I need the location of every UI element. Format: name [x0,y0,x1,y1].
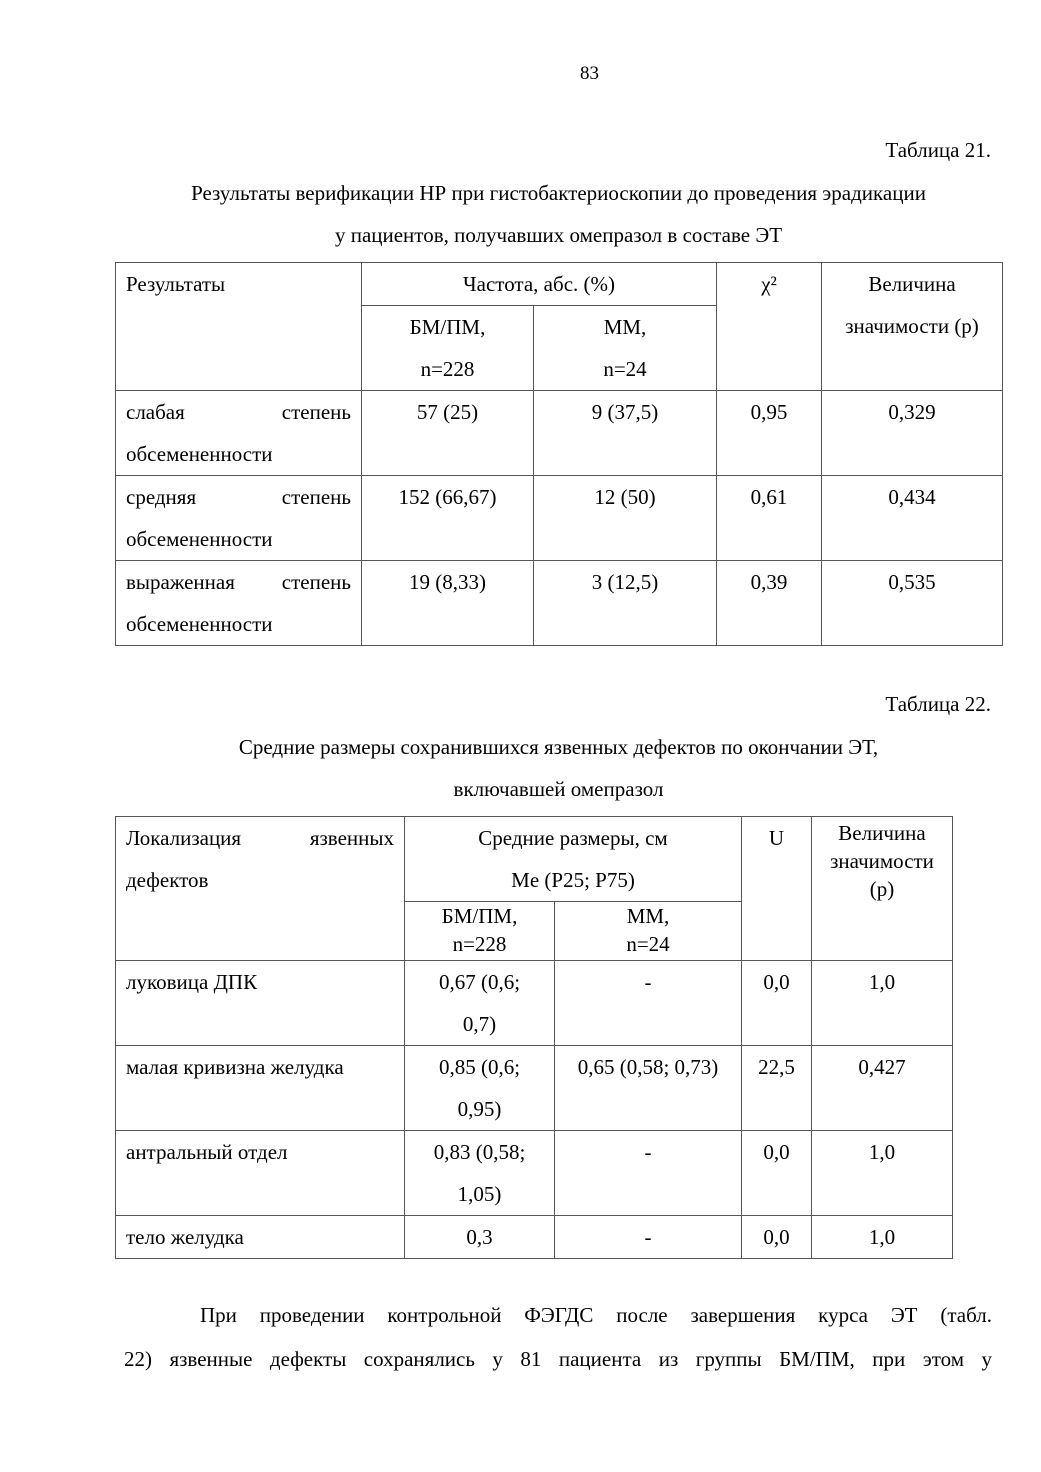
cell-bm-pm [405,1046,555,1131]
table-21-header-chi: χ² [717,263,822,391]
table-22-header-significance-2: значимости [830,849,934,873]
paragraph-line-1: При проведении контрольной ФЭГДС после завершения курса ЭТ (табл. [200,1303,992,1327]
row-label: малая кривизна желудка [116,1046,405,1131]
cell-p: 1,0 [812,961,953,1046]
row-label-line-1: выраженная степень [126,570,351,594]
table-22-header-bm-pm [405,902,555,961]
cell-chi: 0,95 [717,391,822,476]
table-22-header-bm-pm-label: БМ/ПМ, [441,904,518,928]
cell-bm-pm-line-1: 0,85 (0,6; [438,1055,521,1079]
row-label [116,561,362,646]
cell-u: 0,0 [742,1216,812,1259]
table-22-header-mm-label: ММ, [626,904,670,928]
table-21-caption-line-1: Результаты верификации НР при гистобактериоскопии до проведения эрадикации [191,181,926,205]
table-21-caption-line-2: у пациентов, получавших омепразол в составе ЭТ [334,223,783,247]
table-21-header-bm-pm [362,306,534,391]
cell-bm-pm: 57 (25) [362,391,534,476]
cell-p: 1,0 [812,1131,953,1216]
table-22-header-location-2: дефектов [126,868,209,892]
table-21 [115,262,1003,646]
body-paragraph [124,1293,992,1381]
table-21-header-mm [534,306,717,391]
table-22-header-significance [812,817,953,961]
paragraph-line-2: 22) язвенные дефекты сохранялись у 81 пациента из группы БМ/ПМ, при этом у [124,1347,992,1371]
cell-bm-pm [405,1131,555,1216]
table-row [116,961,953,1046]
row-label-line-1: слабая степень [126,400,351,424]
cell-p: 0,427 [812,1046,953,1131]
table-21-header-significance [822,263,1003,391]
table-row [116,1131,953,1216]
cell-mm: - [555,1131,742,1216]
cell-u: 0,0 [742,1131,812,1216]
table-22-header-mm [555,902,742,961]
cell-bm-pm: 152 (66,67) [362,476,534,561]
table-22-header-sizes-1: Средние размеры, см [478,826,668,850]
cell-bm-pm-line-1: 0,3 [466,1225,493,1249]
table-row [116,476,1003,561]
table-21-header-significance-2: значимости (р) [845,314,979,338]
table-22-caption-line-1: Средние размеры сохранившихся язвенных дефектов по окончании ЭТ, [238,735,879,759]
row-label-line-2: обсемененности [126,527,273,551]
table-22-header-u: U [742,817,812,961]
cell-bm-pm [405,961,555,1046]
table-22-label: Таблица 22. [885,692,991,716]
cell-chi: 0,39 [717,561,822,646]
table-21-header-mm-n: n=24 [603,357,647,381]
table-22-header-significance-3: (р) [869,877,895,901]
cell-bm-pm-line-1: 0,83 (0,58; [433,1140,526,1164]
table-21-header-bm-pm-label: БМ/ПМ, [409,315,486,339]
page-number: 83 [580,63,599,84]
table-22-header-sizes [405,817,742,902]
cell-u: 0,0 [742,961,812,1046]
cell-mm: 0,65 (0,58; 0,73) [555,1046,742,1131]
cell-bm-pm-line-2: 0,95) [457,1097,502,1121]
cell-p: 0,329 [822,391,1003,476]
cell-mm: 9 (37,5) [534,391,717,476]
row-label [116,476,362,561]
table-22-header-sizes-2: Me (P25; P75) [511,868,635,892]
row-label: тело желудка [116,1216,405,1259]
table-21-header-results: Результаты [116,263,362,391]
cell-p: 1,0 [812,1216,953,1259]
table-row [116,1216,953,1259]
table-row [116,1046,953,1131]
cell-chi: 0,61 [717,476,822,561]
row-label-line-2: обсемененности [126,612,273,636]
cell-mm: 3 (12,5) [534,561,717,646]
table-22-header-mm-n: n=24 [626,932,670,956]
cell-mm: 12 (50) [534,476,717,561]
table-21-header-mm-label: ММ, [603,315,647,339]
row-label: антральный отдел [116,1131,405,1216]
cell-bm-pm: 19 (8,33) [362,561,534,646]
table-21-header-significance-1: Величина [868,272,956,296]
cell-mm: - [555,1216,742,1259]
cell-mm: - [555,961,742,1046]
cell-p: 0,434 [822,476,1003,561]
table-21-header-frequency: Частота, абс. (%) [362,263,717,306]
table-22 [115,816,953,1259]
row-label-line-1: средняя степень [126,485,351,509]
row-label [116,391,362,476]
cell-bm-pm [405,1216,555,1259]
row-label-line-2: обсемененности [126,442,273,466]
table-22-header-location-1: Локализация язвенных [126,826,394,850]
table-22-caption-line-2: включавшей омепразол [453,777,664,801]
cell-bm-pm-line-1: 0,67 (0,6; [438,970,521,994]
table-21-header-bm-pm-n: n=228 [420,357,475,381]
table-22-header-significance-1: Величина [838,821,926,845]
cell-bm-pm-line-2: 1,05) [457,1182,502,1206]
table-21-label: Таблица 21. [885,138,991,162]
table-row [116,391,1003,476]
row-label: луковица ДПК [116,961,405,1046]
table-22-header-location [116,817,405,961]
table-22-header-bm-pm-n: n=228 [452,932,507,956]
cell-p: 0,535 [822,561,1003,646]
cell-u: 22,5 [742,1046,812,1131]
table-row [116,561,1003,646]
cell-bm-pm-line-2: 0,7) [462,1012,497,1036]
